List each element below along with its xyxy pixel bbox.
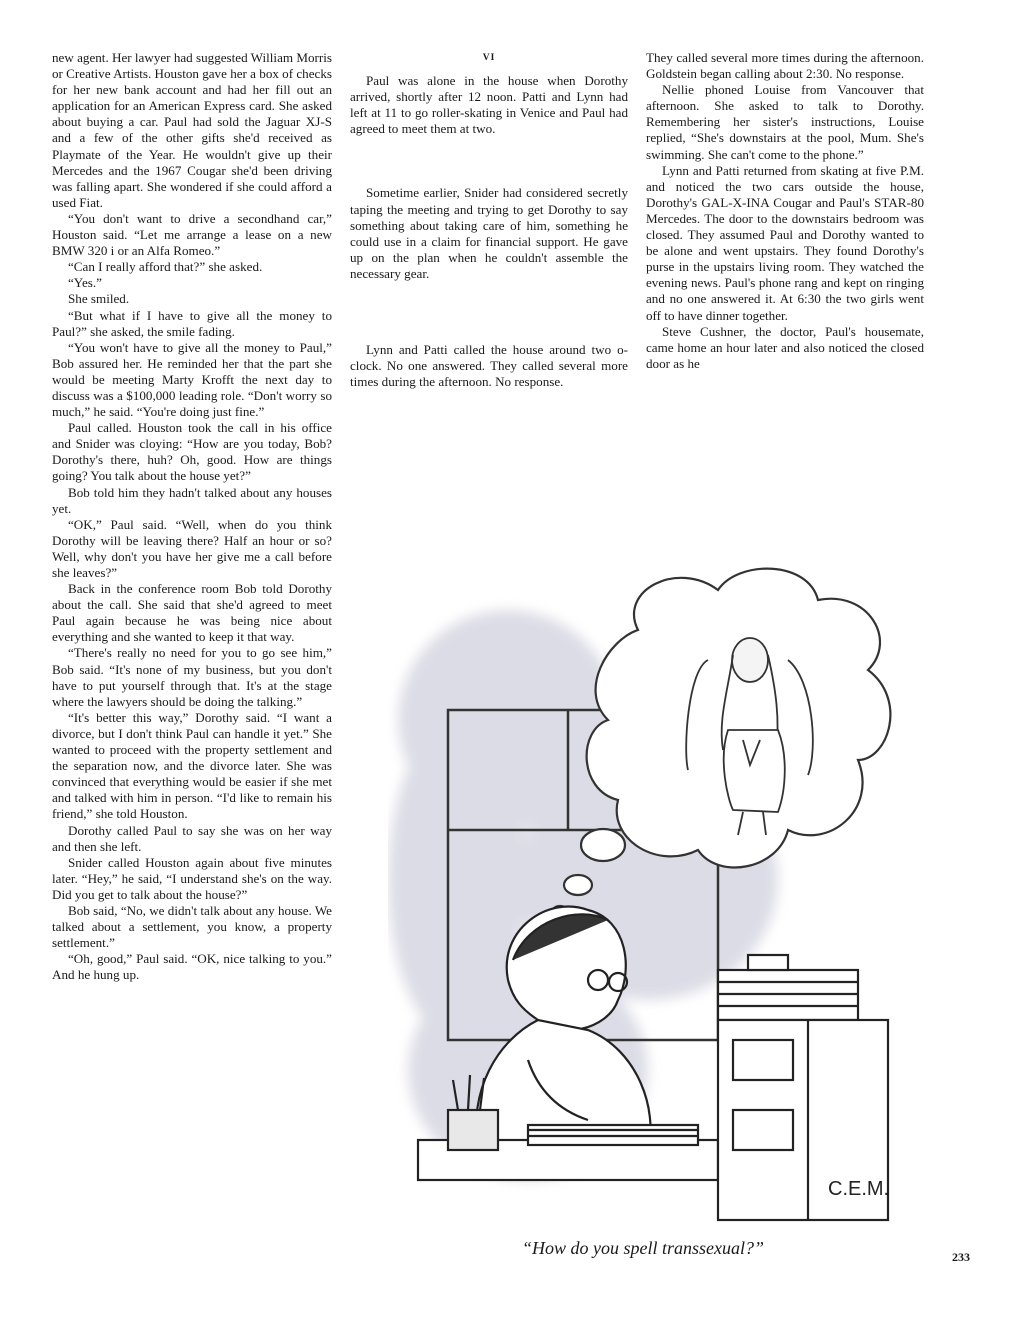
- text-column-2: [350, 50, 628, 390]
- paragraph: “You don't want to drive a secondhand car,” Houston said. “Let me arrange a lease on a new BMW 320 i or an Alfa Romeo.”: [52, 210, 332, 259]
- paragraph: “It's better this way,” Dorothy said. “I want a divorce, but I don't think Paul can handle it yet.” She wanted to proceed with the property settlement and the separation now, and the divorce later. She was convinced that everything would be easier if she met and talked with him in person. “I'd like to remain his friend,” she told Houston.: [52, 709, 332, 822]
- paragraph: new agent. Her lawyer had suggested William Morris or Creative Artists. Houston gave her a box of checks for her new bank account and had her fill out an application for an American Express card. She asked about buying a car. Paul had sold the Jaguar XJ-S and a few of the other gifts she'd received as Playmate of the Year. He wouldn't give up their Mercedes and the 1967 Cougar she'd been driving was falling apart. She wondered if she could afford a used Fiat.: [52, 50, 332, 210]
- paragraph: Steve Cushner, the doctor, Paul's housemate, came home an hour later and also noticed the closed door as he: [646, 323, 924, 371]
- paragraph: Paul called. Houston took the call in his office and Snider was cloying: “How are you today, Bob? Dorothy's there, huh? Oh, good. How are things going? You talk about the house yet?”: [52, 420, 332, 484]
- paragraph: Lynn and Patti called the house around two o-clock. No one answered. They called several more times during the afternoon. No response.: [350, 342, 628, 390]
- text-column-1: [52, 50, 332, 983]
- paragraph: “OK,” Paul said. “Well, when do you think Dorothy will be leaving there? Half an hour or so? Well, why don't you have her give me a call before she leaves?”: [52, 516, 332, 580]
- paragraph: Lynn and Patti returned from skating at five P.M. and noticed the two cars outside the house, Dorothy's GAL-X-INA Cougar and Paul's STAR-80 Mercedes. The door to the downstairs bedroom was closed. They assumed Paul and Dorothy wanted to be alone and went upstairs. They found Dorothy's purse in the upstairs living room. They watched the evening news. Paul's phone rang and kept on ringing and no one answered it. At 6:30 the two girls went off to have dinner together.: [646, 162, 924, 323]
- paragraph: “There's really no need for you to go see him,” Bob said. “It's none of my business, but you don't have to put yourself through that. It's at the stage where the lawyers should be doing the talking.”: [52, 645, 332, 709]
- paragraph: Paul was alone in the house when Dorothy arrived, shortly after 12 noon. Patti and Lynn had left at 11 to go roller-skating in Venice and Paul had agreed to meet them at two.: [350, 73, 628, 137]
- paragraph: They called several more times during the afternoon. Goldstein began calling about 2:30. No response.: [646, 50, 924, 82]
- paragraph: Back in the conference room Bob told Dorothy about the call. She said that she'd agreed to meet Paul again because he was being nice about everything and she wanted to keep it that way.: [52, 581, 332, 645]
- paragraph: “Can I really afford that?” she asked.: [68, 259, 263, 275]
- paragraph: Dorothy called Paul to say she was on her way and then she left.: [52, 822, 332, 854]
- section-heading: VI: [482, 53, 496, 63]
- paragraph: “You won't have to give all the money to Paul,” Bob assured her. He reminded her that the part she would be meeting Marty Krofft the next day to discuss was a $100,000 leading role. “Don't worry so much,” he said. “You're doing just fine.”: [52, 339, 332, 420]
- cartoon-caption: “How do you spell transsexual?”: [521, 1238, 764, 1258]
- paragraph: Bob said, “No, we didn't talk about any house. We talked about a settlement, you know, a property settlement.”: [52, 902, 332, 951]
- paragraph: Nellie phoned Louise from Vancouver that afternoon. She asked to talk to Dorothy. Remembering her sister's instructions, Louise replied, “She's downstairs at the pool, Mum. She's swimming. She can't come to the phone.”: [646, 82, 924, 162]
- paragraph: Bob told him they hadn't talked about any houses yet.: [52, 484, 332, 516]
- paragraph: “But what if I have to give all the money to Paul?” she asked, the smile fading.: [52, 307, 332, 339]
- page-number: 233: [952, 1250, 970, 1264]
- paragraph: Sometime earlier, Snider had considered secretly taping the meeting and trying to get Dorothy to say something about taking care of him, something he could use in a claim for financial support. He gave up on the plan when he couldn't assemble the necessary gear.: [350, 185, 628, 281]
- artist-signature: C.E.M.: [828, 1178, 890, 1200]
- paragraph: “Oh, good,” Paul said. “OK, nice talking to you.” And he hung up.: [52, 951, 332, 983]
- text-column-3: [646, 50, 924, 372]
- paragraph: Snider called Houston again about five minutes later. “Hey,” he said, “I understand she's on the way. Did you get to talk about the house?”: [52, 854, 332, 902]
- paragraph: “Yes.”: [68, 275, 102, 291]
- paragraph: She smiled.: [68, 291, 130, 307]
- cartoon-illustration: [388, 550, 908, 1230]
